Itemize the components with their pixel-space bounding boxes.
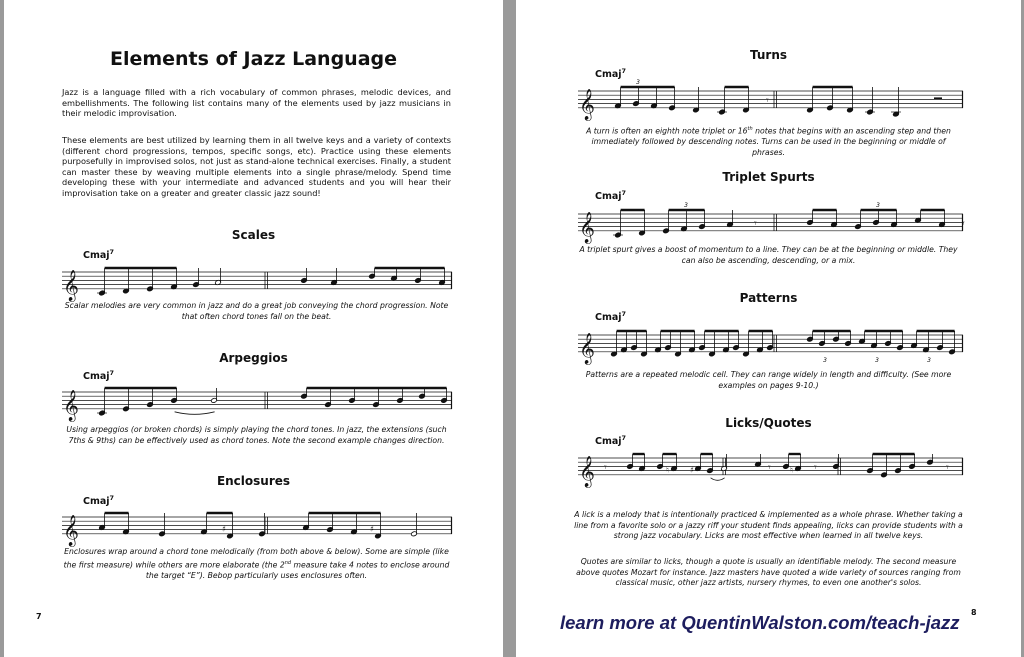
eighth-rest-icon: 𝄾: [766, 95, 769, 107]
eighth-rest-icon: 𝄾: [604, 462, 607, 474]
triplet-mark: 3: [684, 202, 688, 209]
chord-symbol: Cmaj$^7$: [595, 310, 627, 324]
eighth-rest-icon: 𝄾: [754, 218, 757, 230]
section-caption-arpeggios: Using arpeggios (or broken chords) is simply playing the chord tones. In jazz, the extensions (such 7ths & 9ths) can be effectively used as chord tones. Note the second example changes direction.: [66, 425, 447, 445]
intro-paragraph-1: Jazz is a language filled with a rich vocabulary of common phrases, melodic devices, and embellishments. The following list contains many of the elements used by jazz musicians in their melodic improvisation.: [62, 87, 451, 119]
eighth-rest-icon: 𝄾: [962, 218, 965, 230]
tie-arc: [711, 478, 725, 481]
tie-arc: [175, 412, 215, 415]
music-staff-arpeggios: [62, 383, 452, 421]
music-staff-scales: [62, 263, 452, 301]
treble-clef-icon: 𝄞: [63, 269, 79, 301]
section-caption-licks: A lick is a melody that is intentionally practiced & implemented as a whole phrase. Whether taking a line from a favorite solo or a jazzy riff your student finds appealing, licks can provide students with a strong jazz vocabulary. Licks are most effective when learned in all twelve keys.: [574, 510, 963, 540]
sharp-icon: ♯: [222, 524, 226, 534]
music-staff-licks-quotes: [578, 449, 963, 487]
treble-clef-icon: 𝄞: [63, 514, 79, 546]
chord-symbol: Cmaj$^7$: [595, 189, 627, 203]
triplet-mark: 3: [636, 79, 640, 86]
treble-clef-icon: 𝄞: [579, 332, 595, 364]
left-page: [4, 0, 503, 657]
section-caption-enclosures: Enclosures wrap around a chord tone melodically (from both above & below). Some are simple (like the first measure) while others are more elaborate (the 2nd measure take 4 notes to enclose around the target “E”). Bebop particularly uses enclosures often.: [63, 547, 450, 580]
treble-clef-icon: 𝄞: [579, 211, 595, 243]
treble-clef-icon: 𝄞: [63, 389, 79, 421]
eighth-rest-icon: 𝄾: [814, 462, 817, 474]
eighth-rest-icon: 𝄾: [768, 462, 771, 474]
section-heading-turns: Turns: [749, 48, 787, 62]
section-caption-turns: A turn is often an eighth note triplet or 16th notes that begins with an ascending step and then immediately followed by descending notes. Turns can be used in the beginning or middle of phrases.: [586, 126, 951, 157]
natural-icon: ♮: [790, 465, 793, 475]
right-page: [516, 0, 1021, 657]
section-caption-triplet-spurts: A triplet spurt gives a boost of momentum to a line. They can be at the beginning or middle. They can also be ascending, descending, or a mix.: [579, 245, 958, 265]
chord-symbol: Cmaj$^7$: [83, 494, 115, 508]
page-number: 8: [971, 608, 977, 617]
intro-paragraph-2: These elements are best utilized by learning them in all twelve keys and a variety of contexts (different chord progressions, tempos, specific songs, etc). Practice using these elements purposefully in improvised solos, not just as stand-alone technical exercises. Finally, a student can master these by weaving multiple elements into a single phrase/melody. Spend time developing these with your intermediate and advanced students and you will hear their improvisation take on a greater and greater classic jazz sound!: [62, 135, 451, 198]
section-caption-quotes: Quotes are similar to licks, though a quote is usually an identifiable melody. The second measure above quotes Mozart for instance. Jazz masters have quoted a wide variety of sources ranging from classical music, other jazz artists, nursery rhymes, to even one another's solos.: [576, 557, 961, 587]
section-heading-patterns: Patterns: [739, 291, 798, 305]
treble-clef-icon: 𝄞: [579, 455, 595, 487]
eighth-rest-icon: 𝄾: [946, 462, 949, 474]
triplet-mark: 3: [927, 356, 931, 364]
page-title: Elements of Jazz Language: [109, 48, 398, 70]
sharp-icon: ♯: [370, 524, 374, 534]
treble-clef-icon: 𝄞: [579, 88, 595, 120]
triplet-mark: 3: [875, 356, 879, 364]
section-caption-patterns: Patterns are a repeated melodic cell. They can range widely in length and difficulty. (See more examples on pages 9-10.): [585, 370, 952, 390]
music-staff-enclosures: [62, 508, 452, 546]
half-rest-icon: [934, 97, 942, 99]
page-number: 7: [36, 612, 42, 621]
promo-link[interactable]: learn more at QuentinWalston.com/teach-jazz: [560, 612, 960, 633]
sharp-icon: ♯: [690, 465, 694, 475]
section-caption-scales: Scalar melodies are very common in jazz and do a great job conveying the chord progression. Note that often chord tones fall on the beat.: [64, 301, 449, 321]
music-staff-turns: [578, 79, 963, 120]
section-heading-arpeggios: Arpeggios: [219, 351, 288, 365]
music-staff-patterns: [578, 326, 963, 364]
chord-symbol: Cmaj$^7$: [83, 248, 115, 262]
triplet-mark: 3: [823, 356, 827, 364]
section-heading-scales: Scales: [231, 228, 276, 242]
chord-symbol: Cmaj$^7$: [595, 67, 627, 81]
natural-icon: ♮: [666, 465, 669, 475]
section-heading-licks-quotes: Licks/Quotes: [725, 416, 812, 430]
chord-symbol: Cmaj$^7$: [595, 434, 627, 448]
triplet-mark: 3: [876, 202, 880, 209]
music-staff-triplet-spurts: [578, 202, 965, 243]
chord-symbol: Cmaj$^7$: [83, 369, 115, 383]
section-heading-enclosures: Enclosures: [216, 474, 291, 488]
section-heading-triplet-spurts: Triplet Spurts: [722, 170, 815, 184]
